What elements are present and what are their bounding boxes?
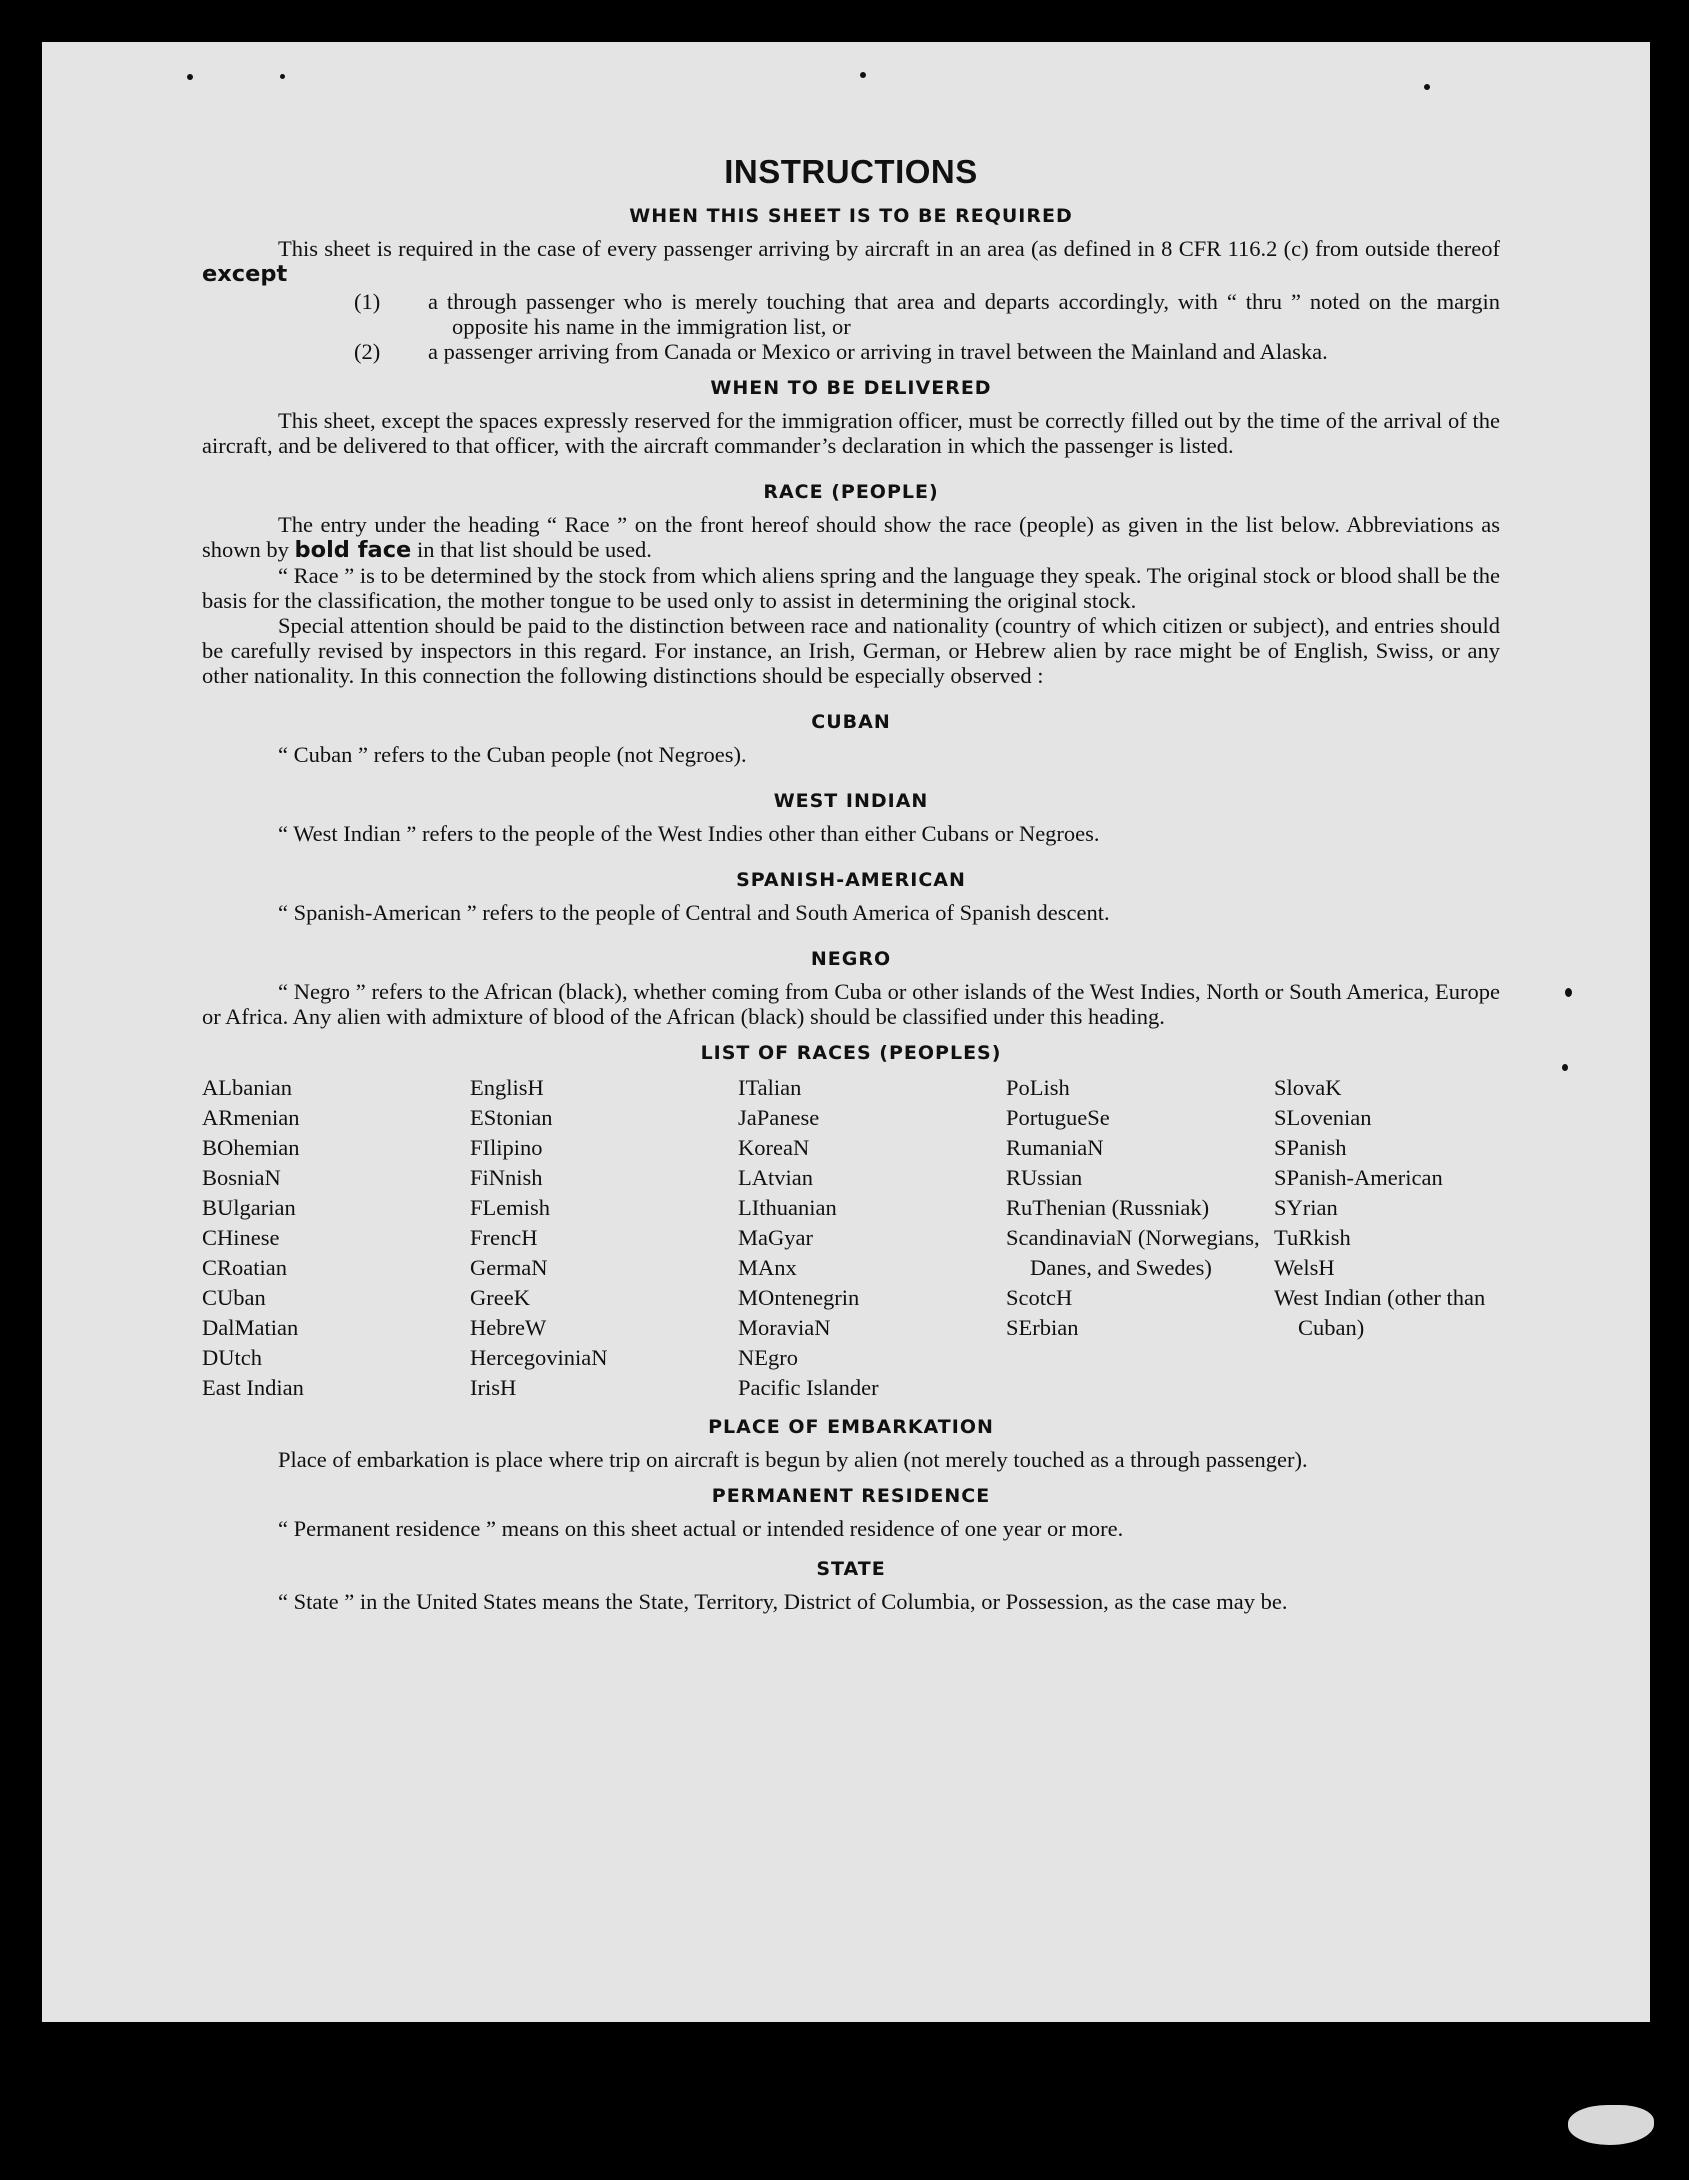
speck-mark	[1424, 84, 1430, 90]
races-column-4	[1006, 1073, 1274, 1403]
heading-west-indian: WEST INDIAN	[773, 790, 929, 812]
race-entry: CHinese	[202, 1225, 280, 1250]
race-entry: TuRkish	[1274, 1225, 1351, 1250]
race-entry: SLovenian	[1274, 1105, 1372, 1130]
required-except: except	[202, 261, 288, 287]
race-entry: LIthuanian	[738, 1195, 837, 1220]
races-column-1	[202, 1073, 470, 1403]
state-text: “ State ” in the United States means the State, Territory, District of Columbia, or Possession, as the case may be.	[278, 1589, 1288, 1614]
race-entry: KoreaN	[738, 1135, 810, 1160]
races-column-2	[470, 1073, 738, 1403]
race-entry: FLemish	[470, 1195, 551, 1220]
race-entry: EStonian	[470, 1105, 553, 1130]
races-column-5	[1274, 1073, 1504, 1403]
speck-mark	[1562, 1064, 1568, 1071]
race-entry: LAtvian	[738, 1165, 813, 1190]
delivered-text: This sheet, except the spaces expressly reserved for the immigration officer, must be correctly filled out by the time of the arrival of the aircraft, and be delivered to that officer, with the aircraft commander’s declaration in which the passenger is listed.	[202, 408, 1500, 458]
race-entry: WelsH	[1274, 1255, 1335, 1280]
speck-mark	[860, 72, 866, 78]
spanish-american-text: “ Spanish-American ” refers to the people of Central and South America of Spanish descent.	[278, 900, 1110, 925]
exception-item-2: (2) a passenger arriving from Canada or Mexico or arriving in travel between the Mainland and Alaska.	[202, 339, 1500, 364]
heading-delivered: WHEN TO BE DELIVERED	[710, 377, 992, 399]
race-entry: ScotcH	[1006, 1285, 1073, 1310]
race-entry: SErbian	[1006, 1315, 1079, 1340]
race-entry: DalMatian	[202, 1315, 299, 1340]
race-entry: SPanish	[1274, 1135, 1347, 1160]
race-entry: MAnx	[738, 1255, 797, 1280]
west-indian-text: “ West Indian ” refers to the people of the West Indies other than either Cubans or Negroes.	[278, 821, 1100, 846]
speck-mark	[1565, 988, 1572, 997]
heading-race: RACE (PEOPLE)	[763, 481, 939, 503]
scan-edge-blot	[1568, 2105, 1654, 2145]
heading-residence: PERMANENT RESIDENCE	[711, 1485, 991, 1507]
heading-required: WHEN THIS SHEET IS TO BE REQUIRED	[629, 205, 1073, 227]
exception-list	[202, 289, 1500, 364]
race-entry: RuThenian (Russniak)	[1006, 1195, 1210, 1220]
race-entry: MOntenegrin	[738, 1285, 860, 1310]
race-entry: IrisH	[470, 1375, 517, 1400]
race-entry: GermaN	[470, 1255, 548, 1280]
race-entry: MaGyar	[738, 1225, 813, 1250]
race-entry: BOhemian	[202, 1135, 300, 1160]
heading-negro: NEGRO	[810, 948, 892, 970]
residence-text: “ Permanent residence ” means on this sheet actual or intended residence of one year or more.	[278, 1516, 1124, 1541]
required-intro: This sheet is required in the case of every passenger arriving by aircraft in an area (as defined in 8 CFR 116.2 (c) from outside thereof except	[202, 236, 1500, 287]
heading-list-of-races: LIST OF RACES (PEOPLES)	[700, 1042, 1002, 1064]
heading-spanish-american: SPANISH-AMERICAN	[736, 869, 966, 891]
race-entry: HercegoviniaN	[470, 1345, 608, 1370]
race-entry: SlovaK	[1274, 1075, 1342, 1100]
race-paragraph-1: The entry under the heading “ Race ” on the front hereof should show the race (people) as given in the list below. Abbreviations as shown by bold face in that list should be used.	[202, 512, 1500, 563]
race-entry: CUban	[202, 1285, 266, 1310]
races-list	[202, 1073, 1500, 1403]
race-entry: BUlgarian	[202, 1195, 296, 1220]
race-entry: MoraviaN	[738, 1315, 831, 1340]
race-bold-face: bold face	[294, 537, 412, 563]
heading-embarkation: PLACE OF EMBARKATION	[708, 1416, 994, 1438]
heading-cuban: CUBAN	[811, 711, 891, 733]
race-entry: Pacific Islander	[738, 1375, 879, 1400]
race-entry: PoLish	[1006, 1075, 1070, 1100]
heading-state: STATE	[816, 1558, 886, 1580]
negro-text: “ Negro ” refers to the African (black), whether coming from Cuba or other islands of the West Indies, North or South America, Europe or Africa. Any alien with admixture of blood of the African (black) should be classified under this heading.	[202, 979, 1500, 1029]
race-entry: JaPanese	[738, 1105, 820, 1130]
page-title: INSTRUCTIONS	[724, 153, 978, 190]
exception-item-2-text: a passenger arriving from Canada or Mexico or arriving in travel between the Mainland and Alaska.	[428, 339, 1328, 364]
race-paragraph-2: “ Race ” is to be determined by the stock from which aliens spring and the language they speak. The original stock or blood shall be the basis for the classification, the mother tongue to be used only to assist in determining the original stock.	[202, 563, 1500, 613]
race-entry: CRoatian	[202, 1255, 287, 1280]
race-entry: PortugueSe	[1006, 1105, 1110, 1130]
race-entry: West Indian (other than Cuban)	[1274, 1285, 1486, 1340]
race-entry: RUssian	[1006, 1165, 1083, 1190]
exception-item-1: (1) a through passenger who is merely touching that area and departs accordingly, with “ thru ” noted on the margin opposite his name in the immigration list, or	[354, 289, 1500, 339]
race-entry: SYrian	[1274, 1195, 1338, 1220]
race-paragraph-3: Special attention should be paid to the distinction between race and nationality (country of which citizen or subject), and entries should be carefully revised by inspectors in this regard. For instance, an Irish, German, or Hebrew alien by race might be of English, Swiss, or any other nationality. In this connection the following distinctions should be especially observed :	[202, 613, 1500, 688]
cuban-text: “ Cuban ” refers to the Cuban people (not Negroes).	[278, 742, 747, 767]
race-entry: DUtch	[202, 1345, 262, 1370]
speck-mark	[187, 74, 193, 80]
race-entry: BosniaN	[202, 1165, 281, 1190]
races-column-3	[738, 1073, 1006, 1403]
race-entry: SPanish-American	[1274, 1165, 1443, 1190]
race-entry: FrencH	[470, 1225, 538, 1250]
race-entry: FiNnish	[470, 1165, 543, 1190]
race-entry: EnglisH	[470, 1075, 544, 1100]
embarkation-text: Place of embarkation is place where trip on aircraft is begun by alien (not merely touched as a through passenger).	[278, 1447, 1308, 1472]
race-entry: GreeK	[470, 1285, 530, 1310]
race-entry: ARmenian	[202, 1105, 300, 1130]
race-entry: FIlipino	[470, 1135, 543, 1160]
race-entry: RumaniaN	[1006, 1135, 1104, 1160]
speck-mark	[280, 74, 285, 79]
race-entry: ScandinaviaN (Norwegians, Danes, and Swedes)	[1006, 1225, 1260, 1280]
race-entry: East Indian	[202, 1375, 304, 1400]
race-entry: HebreW	[470, 1315, 547, 1340]
race-entry: NEgro	[738, 1345, 798, 1370]
document-page	[42, 42, 1650, 2022]
race-entry: ALbanian	[202, 1075, 292, 1100]
exception-item-1-text: a through passenger who is merely touching that area and departs accordingly, with “ thru ” noted on the margin opposite his name in the immigration list, or	[428, 289, 1500, 339]
race-entry: ITalian	[738, 1075, 802, 1100]
